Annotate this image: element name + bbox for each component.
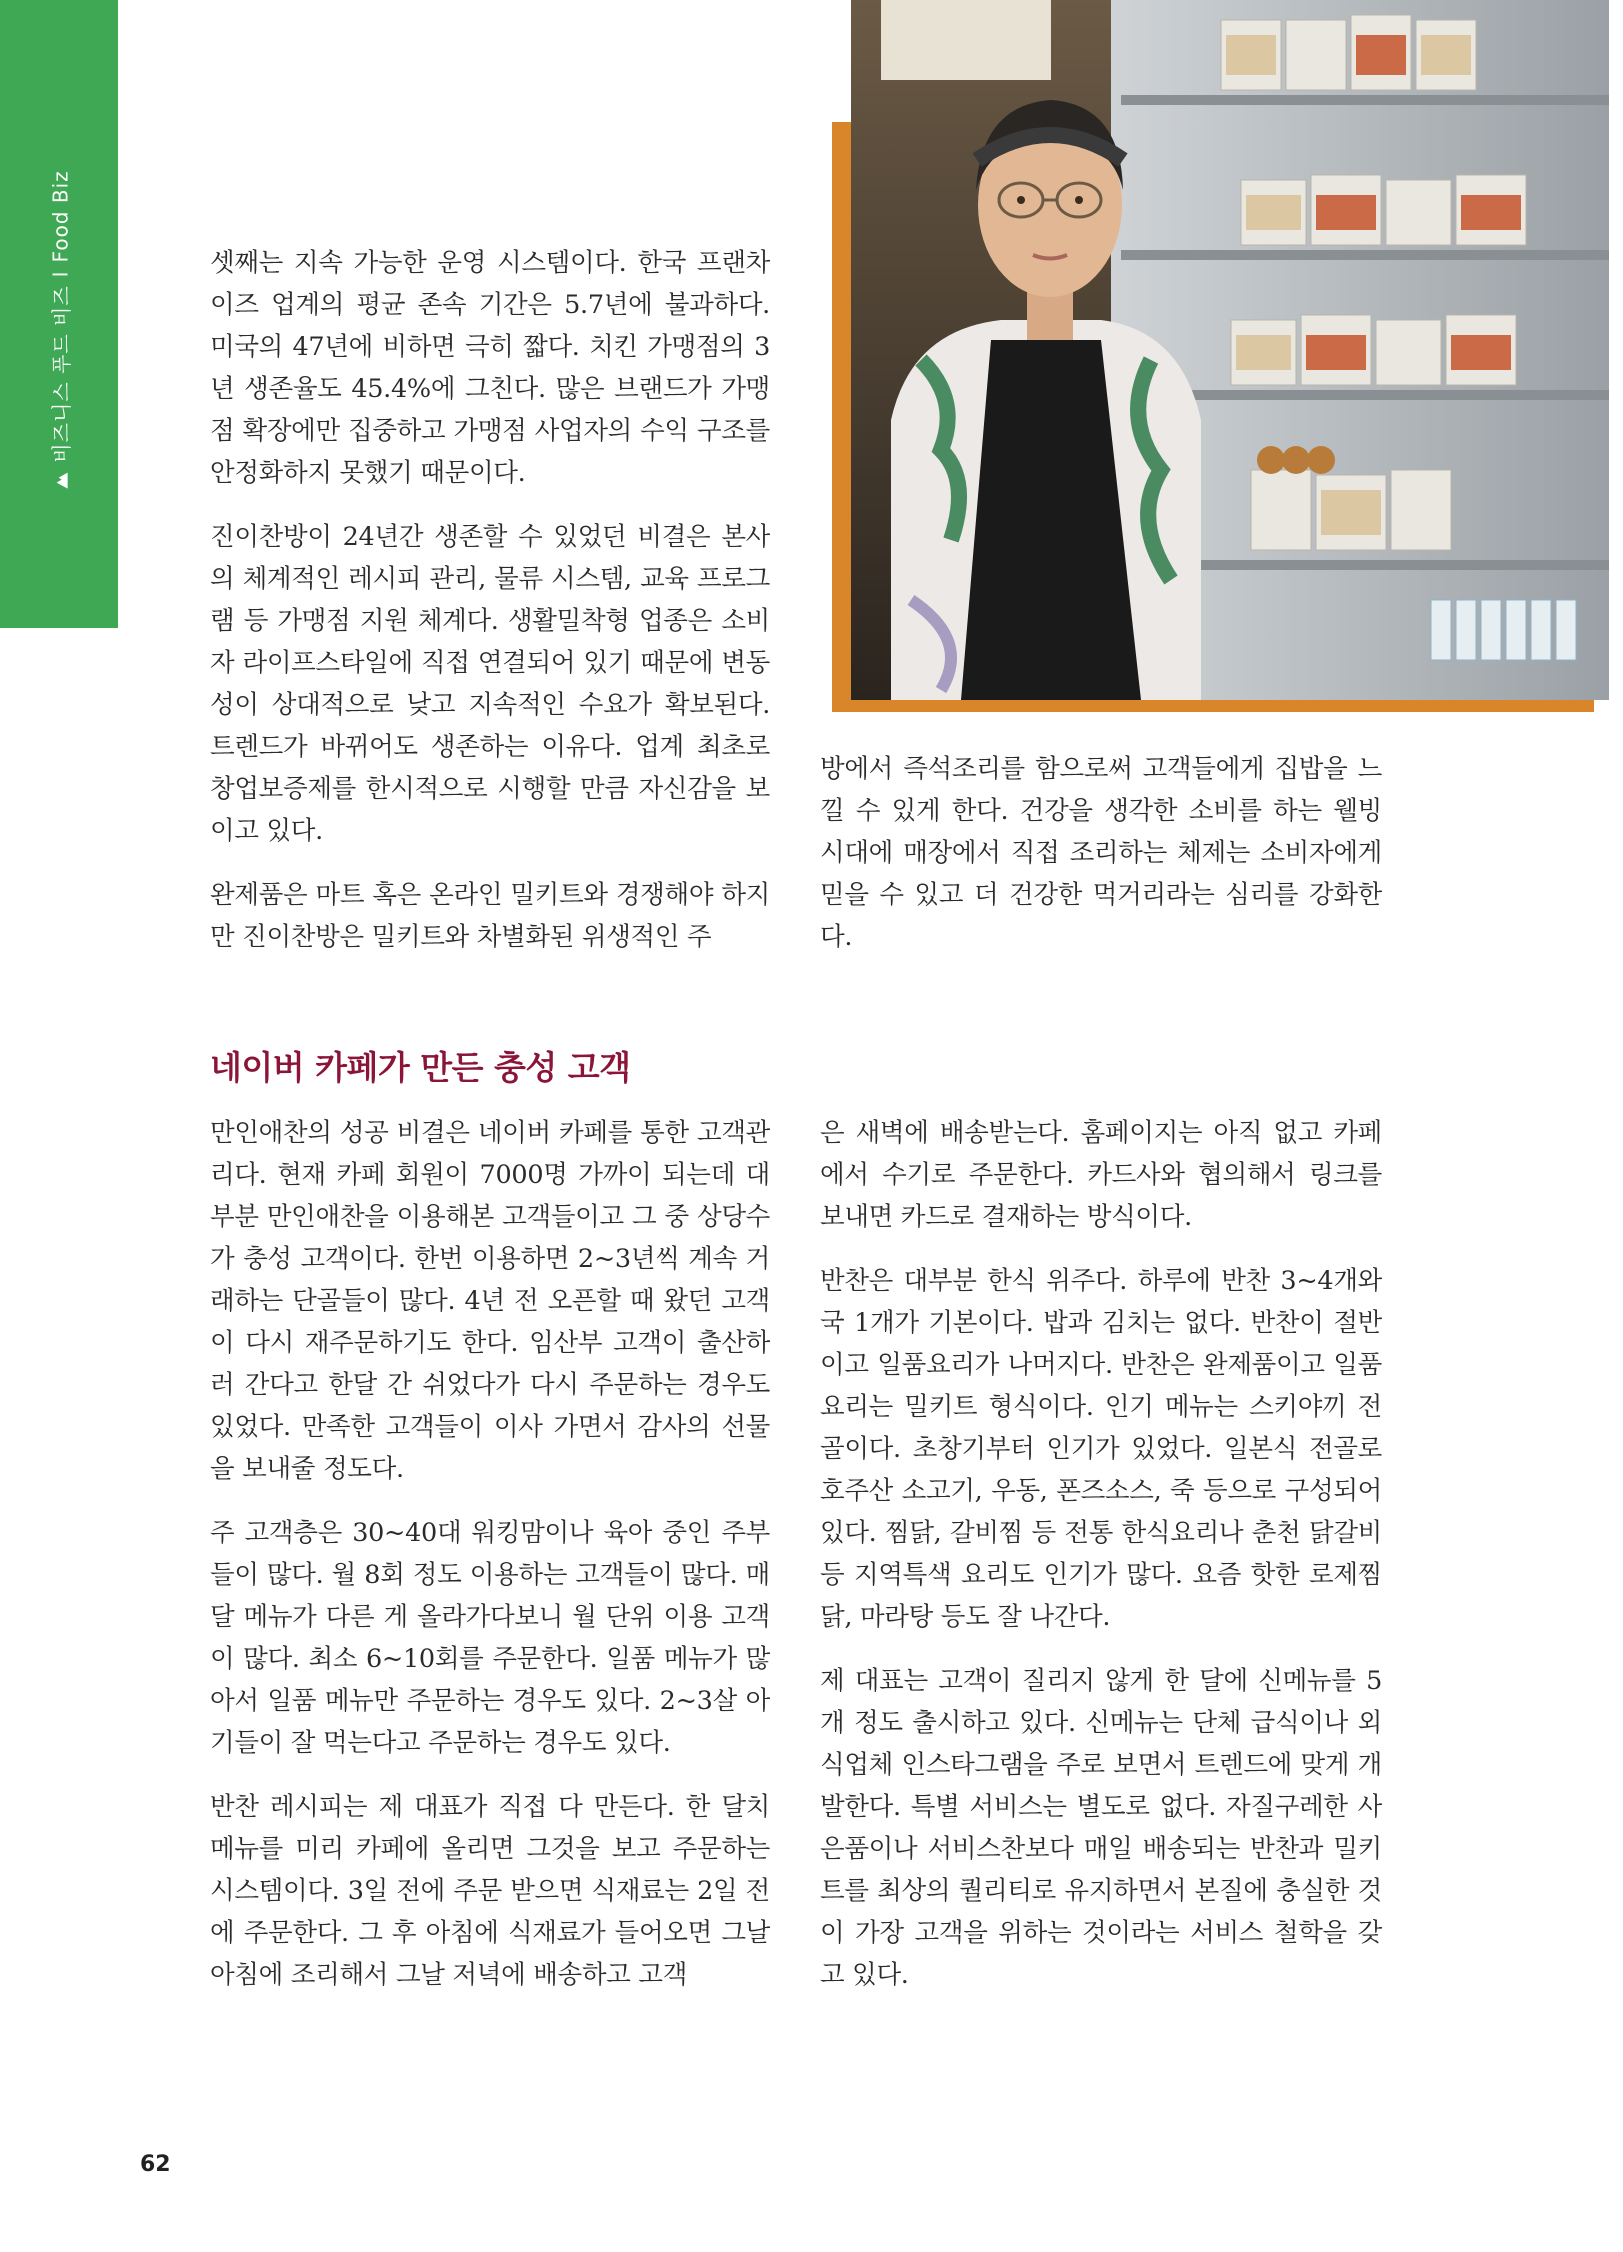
mountain-icon xyxy=(50,470,70,490)
paragraph: 완제품은 마트 혹은 온라인 밀키트와 경쟁해야 하지만 진이찬방은 밀키트와 차별화된 위생적인 주 xyxy=(210,880,770,952)
page-number: 62 xyxy=(140,2152,171,2177)
section-label-kr: 비즈니스 푸드 비즈 xyxy=(49,284,74,463)
paragraph: 진이찬방이 24년간 생존할 수 있었던 비결은 본사의 체계적인 레시피 관리, 물류 시스템, 교육 프로그램 등 가맹점 지원 체계다. 생활밀착형 업종은 소비자 라이프스타일에 직접 연결되어 있기 때문에 변동성이 상대적으로 낮고 지속적인 수요가 확보된다. 트렌드가 바뀌어도 생존하는 이유다. 업계 최초로 창업보증제를 한시적으로 시행할 만큼 자신감을 보이고 있다. xyxy=(210,522,770,846)
section-label-separator: I xyxy=(48,269,72,277)
article-column-bottom-left xyxy=(210,1112,770,2018)
paragraph: 방에서 즉석조리를 함으로써 고객들에게 집밥을 느낄 수 있게 한다. 건강을 생각한 소비를 하는 웰빙 시대에 매장에서 직접 조리하는 체제는 소비자에게 믿을 수 있고 더 건강한 먹거리라는 심리를 강화한다. xyxy=(820,754,1382,952)
paragraph: 셋째는 지속 가능한 운영 시스템이다. 한국 프랜차이즈 업계의 평균 존속 기간은 5.7년에 불과하다. 미국의 47년에 비하면 극히 짧다. 치킨 가맹점의 3년 생존율도 45.4%에 그친다. 많은 브랜드가 가맹점 확장에만 집중하고 가맹점 사업자의 수익 구조를 안정화하지 못했기 때문이다. xyxy=(210,248,770,488)
article-column-top-right xyxy=(820,748,1382,980)
section-label xyxy=(20,160,100,500)
paragraph: 만인애찬의 성공 비결은 네이버 카페를 통한 고객관리다. 현재 카페 회원이 7000명 가까이 되는데 대부분 만인애찬을 이용해본 고객들이고 그 중 상당수가 충성 고객이다. 한번 이용하면 2~3년씩 계속 거래하는 단골들이 많다. 4년 전 오픈할 때 왔던 고객이 다시 재주문하기도 한다. 임산부 고객이 출산하러 간다고 한달 간 쉬었다가 다시 주문하는 경우도 있었다. 만족한 고객들이 이사 가면서 감사의 선물을 보내줄 정도다. xyxy=(210,1118,770,1484)
article-column-top-left xyxy=(210,242,770,980)
section-label-en: Food Biz xyxy=(48,169,72,262)
article-column-bottom-right xyxy=(820,1112,1382,2018)
section-side-tab xyxy=(0,0,118,628)
paragraph: 반찬은 대부분 한식 위주다. 하루에 반찬 3~4개와 국 1개가 기본이다. 밥과 김치는 없다. 반찬이 절반이고 일품요리가 나머지다. 반찬은 완제품이고 일품요리는 밀키트 형식이다. 인기 메뉴는 스키야끼 전골이다. 초창기부터 인기가 있었다. 일본식 전골로 호주산 소고기, 우동, 폰즈소스, 죽 등으로 구성되어 있다. 찜닭, 갈비찜 등 전통 한식요리나 춘천 닭갈비 등 지역특색 요리도 인기가 많다. 요즘 핫한 로제찜닭, 마라탕 등도 잘 나간다. xyxy=(820,1266,1382,1632)
paragraph: 제 대표는 고객이 질리지 않게 한 달에 신메뉴를 5개 정도 출시하고 있다. 신메뉴는 단체 급식이나 외식업체 인스타그램을 주로 보면서 트렌드에 맞게 개발한다. 특별 서비스는 별도로 없다. 자질구레한 사은품이나 서비스찬보다 매일 배송되는 반찬과 밀키트를 최상의 퀄리티로 유지하면서 본질에 충실한 것이 가장 고객을 위하는 것이라는 서비스 철학을 갖고 있다. xyxy=(820,1666,1382,1990)
photo-illustration xyxy=(851,0,1609,700)
paragraph: 은 새벽에 배송받는다. 홈페이지는 아직 없고 카페에서 수기로 주문한다. 카드사와 협의해서 링크를 보내면 카드로 결재하는 방식이다. xyxy=(820,1118,1382,1232)
section-heading: 네이버 카페가 만든 충성 고객 xyxy=(210,1048,631,1087)
store-owner-photo xyxy=(851,0,1609,700)
paragraph: 반찬 레시피는 제 대표가 직접 다 만든다. 한 달치 메뉴를 미리 카페에 올리면 그것을 보고 주문하는 시스템이다. 3일 전에 주문 받으면 식재료는 2일 전에 주문한다. 그 후 아침에 식재료가 들어오면 그날 아침에 조리해서 그날 저녁에 배송하고 고객 xyxy=(210,1792,770,1990)
paragraph: 주 고객층은 30~40대 워킹맘이나 육아 중인 주부들이 많다. 월 8회 정도 이용하는 고객들이 많다. 매달 메뉴가 다른 게 올라가다보니 월 단위 이용 고객이 많다. 최소 6~10회를 주문한다. 일품 메뉴가 많아서 일품 메뉴만 주문하는 경우도 있다. 2~3살 아기들이 잘 먹는다고 주문하는 경우도 있다. xyxy=(210,1518,770,1758)
